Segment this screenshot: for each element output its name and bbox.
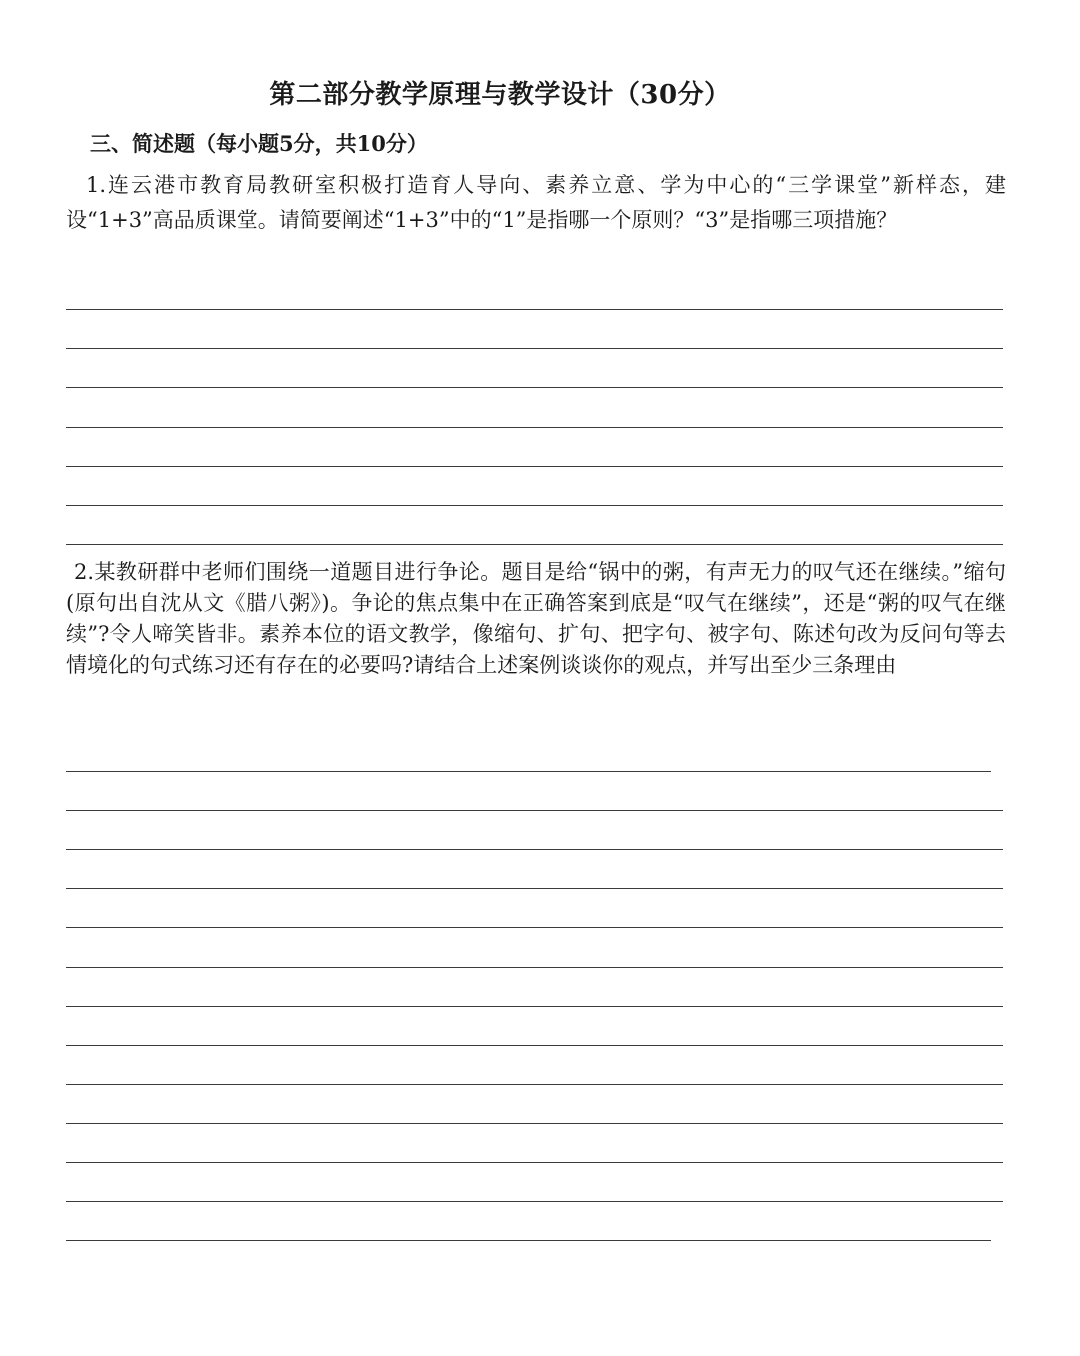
answer-line[interactable]: [66, 1006, 1003, 1007]
answer-line[interactable]: [66, 1240, 991, 1241]
part-title: 第二部分教学原理与教学设计（30分）: [269, 80, 731, 110]
answer-line[interactable]: [66, 927, 1003, 928]
answer-line[interactable]: [66, 427, 1003, 428]
question-2-text: 2.某教研群中老师们围绕一道题目进行争论。题目是给“锅中的粥，有声无力的叹气还在继续。”缩句(原句出自沈从文《腊八粥》)。争论的焦点集中在正确答案到底是“叹气在继续”，还是“粥的叹气在继续”?令人啼笑皆非。素养本位的语文教学，像缩句、扩句、把字句、被字句、陈述句改为反问句等去情境化的句式练习还有存在的必要吗?请结合上述案例谈谈你的观点，并写出至少三条理由: [66, 560, 1006, 677]
answer-line[interactable]: [66, 1123, 1003, 1124]
answer-line[interactable]: [66, 771, 991, 772]
answer-line[interactable]: [66, 849, 1003, 850]
answer-line[interactable]: [66, 888, 1003, 889]
question-1-text: 1.连云港市教育局教研室积极打造育人导向、素养立意、学为中心的“三学课堂”新样态，建设“1+3”高品质课堂。请简要阐述“1+3”中的“1”是指哪一个原则？“3”是指哪三项措施？: [66, 173, 1006, 232]
answer-line[interactable]: [66, 466, 1003, 467]
answer-line[interactable]: [66, 544, 1003, 545]
answer-line[interactable]: [66, 1045, 1003, 1046]
answer-line[interactable]: [66, 810, 1003, 811]
answer-line[interactable]: [66, 967, 1003, 968]
answer-line[interactable]: [66, 1162, 1003, 1163]
answer-line[interactable]: [66, 1084, 1003, 1085]
answer-line[interactable]: [66, 309, 1003, 310]
answer-line[interactable]: [66, 1201, 1003, 1202]
answer-line[interactable]: [66, 348, 1003, 349]
section-title: 三、简述题（每小题5分，共10分）: [90, 131, 428, 156]
answer-line[interactable]: [66, 505, 1003, 506]
answer-line[interactable]: [66, 387, 1003, 388]
